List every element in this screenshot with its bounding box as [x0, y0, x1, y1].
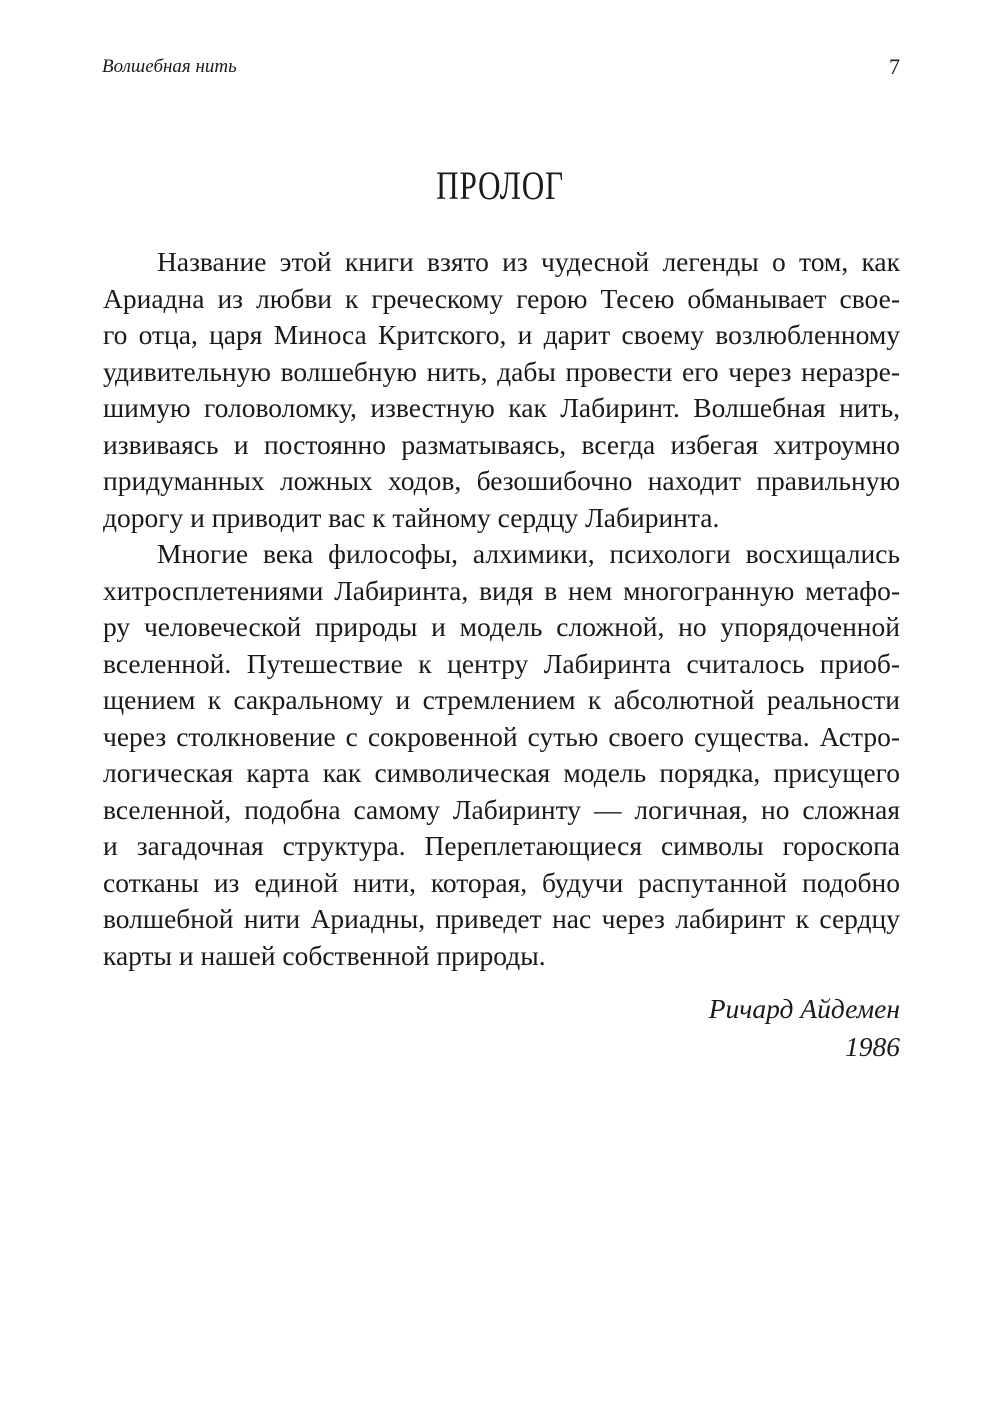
- signature-author: Ричард Айдемен: [708, 993, 900, 1024]
- text-line: извиваясь и постоянно разматываясь, всегда избегая хитроумно: [103, 428, 900, 460]
- text-line: удивительную волшебную нить, дабы провести его через неразре-: [103, 355, 900, 387]
- text-line: сотканы из единой нити, которая, будучи распутанной подобно: [103, 866, 900, 898]
- text-line: и загадочная структура. Переплетающиеся символы гороскопа: [103, 830, 900, 861]
- body-text: [103, 244, 900, 974]
- text-line: через столкновение с сокровенной сутью своего существа. Астро-: [103, 720, 900, 752]
- page-number: 7: [889, 54, 900, 79]
- running-title: Волшебная нить: [102, 56, 237, 77]
- text-line: вселенной, подобна самому Лабиринту — логичная, но сложная: [103, 793, 900, 825]
- signature-year: 1986: [845, 1031, 900, 1062]
- text-line: шимую головоломку, известную как Лабиринт. Волшебная нить,: [103, 392, 900, 423]
- text-line: Многие века философы, алхимики, психологи восхищались: [157, 538, 900, 569]
- text-line: хитросплетениями Лабиринта, видя в нем многогранную метафо-: [103, 574, 900, 606]
- text-line: Ариадна из любви к греческому герою Тесею обманывает свое-: [103, 282, 900, 314]
- text-line: логическая карта как символическая модель порядка, присущего: [103, 757, 900, 788]
- running-header: [102, 52, 900, 82]
- text-line: го отца, царя Миноса Критского, и дарит своему возлюбленному: [103, 319, 900, 350]
- text-line: придуманных ложных ходов, безошибочно находит правильную: [103, 465, 900, 496]
- paragraph-2: [103, 536, 900, 974]
- signature: [709, 990, 900, 1066]
- text-line: ру человеческой природы и модель сложной, но упорядоченной: [103, 611, 900, 642]
- text-line: вселенной. Путешествие к центру Лабиринта считалось приоб-: [103, 647, 900, 679]
- text-line: дорогу и приводит вас к тайному сердцу Лабиринта.: [103, 501, 720, 533]
- chapter-title: ПРОЛОГ: [436, 163, 564, 208]
- text-line: волшебной нити Ариадны, приведет нас через лабиринт к сердцу: [103, 903, 900, 934]
- text-line: карты и нашей собственной природы.: [103, 939, 546, 971]
- paragraph-1: [103, 244, 900, 536]
- text-line: щением к сакральному и стремлением к абсолютной реальности: [103, 684, 900, 715]
- text-line: Название этой книги взято из чудесной легенды о том, как: [157, 246, 900, 277]
